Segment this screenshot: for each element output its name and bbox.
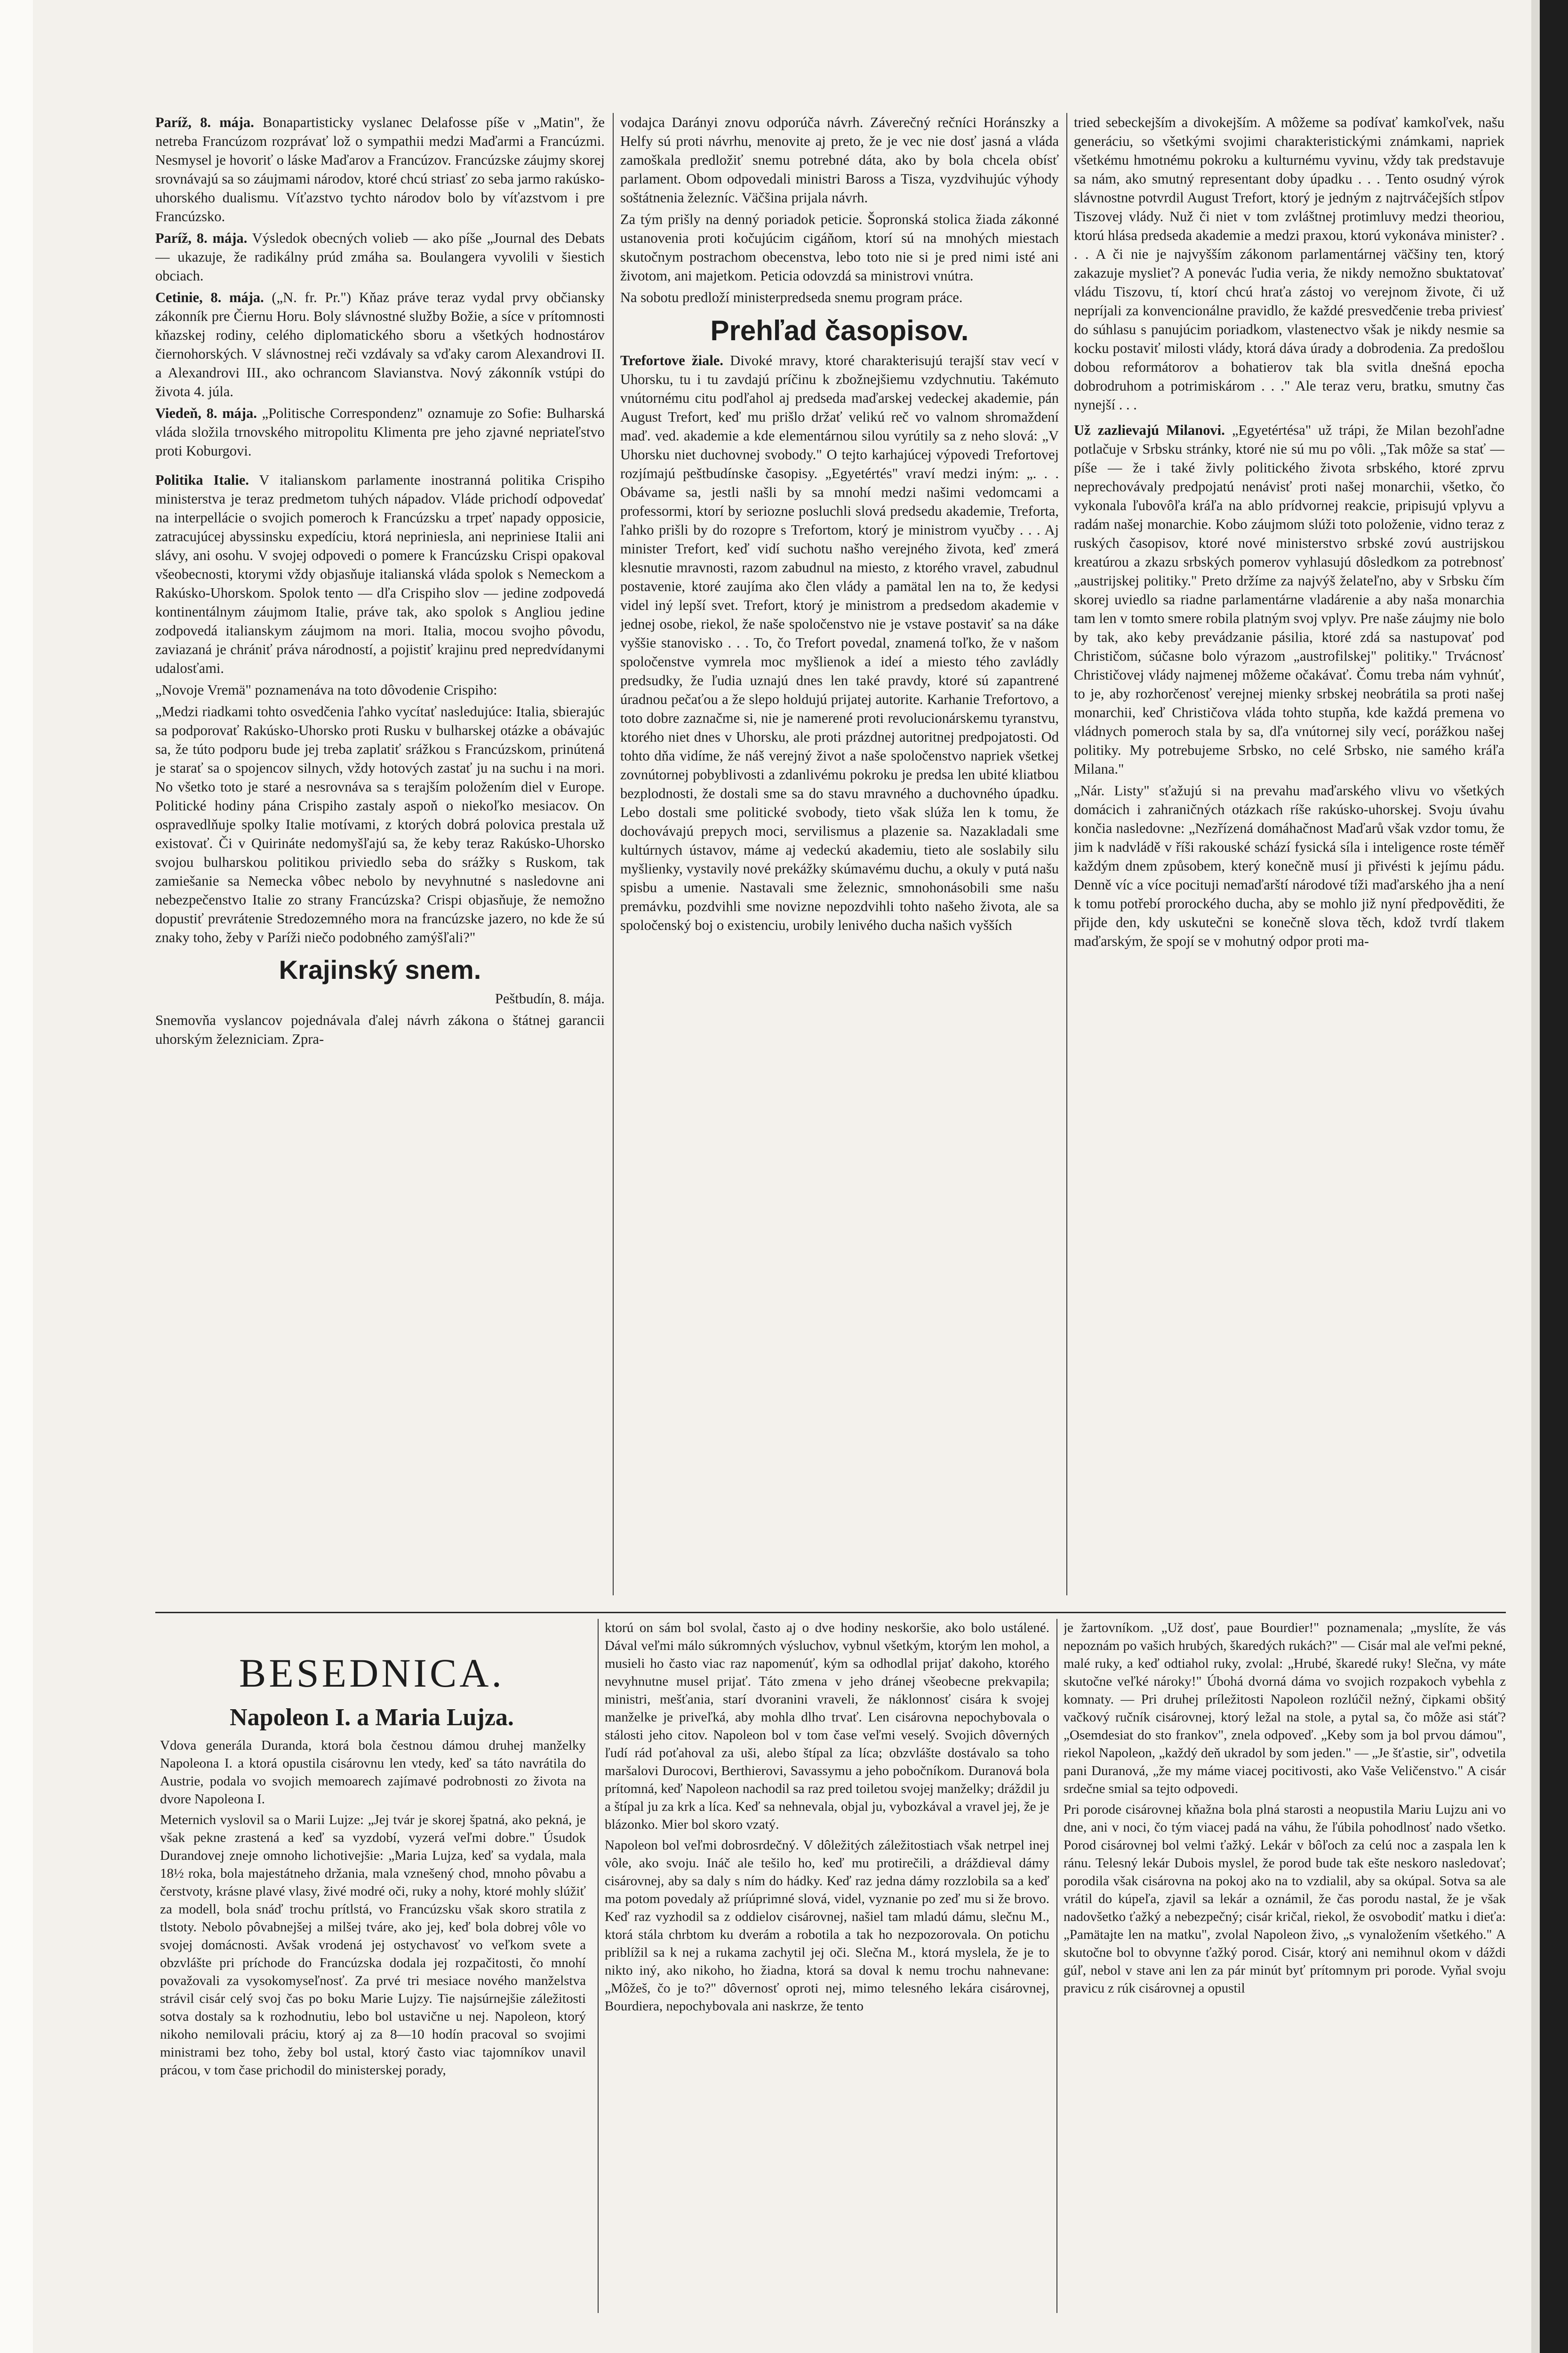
news-item: Cetinie, 8. mája. („N. fr. Pr.") Kňaz práve teraz vydal prvy občiansky zákonník pre Čiernu Horu. Boly slávnostné služby Božie, a síce v prítomnosti kňazskej rodiny, celého diplomatického sboru a všetkých hodnostárov čiernohorských. V slávnostnej reči vzdávaly sa vďaky carom Alexandrovi II. a Alexandrovi III., ako ochrancom Slavianstva. Nový zákonník vstúpi do života 4. júla. [155, 289, 605, 400]
feuilleton-column-3 [1064, 1619, 1506, 2315]
news-item: Politika Italie. V italianskom parlamente inostranná politika Crispiho ministerstva je teraz predmetom tuhých nápadov. Vláde prichodí odpovedať na interpellácie o svojich pomeroch k Francúzsku a trpeť napady opposicie, zatracujúcej abyssinsku expedíciu, ktorá nepriniesla, ani nepriniese Italii ani slávy, ani osohu. V svojej odpovedi o pomere k Francúzsku Crispi opakoval všeobecnosti, ktorymi vždy objasňuje italianská vláda spolok s Nemeckom a Rakúsko-Uhorskom. Spolok tento — dľa Crispiho slov — jedine zodpovedá kontinentálnym záujmom Italie, práve tak, ako spolok s Angliou jedine zodpovedá italianskym záujmom na mori. Italia, mocou svojho pôvodu, zaviazaná je chrániť práva národností, a pojistiť krajinu pred nepredvídanymi udalosťami. [155, 472, 605, 676]
news-item: „Novoje Vremä" poznamenáva na toto dôvodenie Crispiho: [155, 682, 497, 698]
parliament-report-cont: Na sobotu predloží ministerpredseda snemu program práce. [620, 289, 963, 305]
news-items [155, 113, 605, 947]
press-review-item: Trefortove žiale. Divoké mravy, ktoré charakterisujú terajší stav vecí v Uhorsku, tu i tu zavdajú príčinu k zbožnejšiemu vzdychnutiu. Takémuto vnútornému citu podľahol aj predseda maďarskej vedeckej akademie, pán August Trefort, keď mu prišlo držať velikú reč vo valnom shromaždení maď. ved. akademie a kde elementárnou silou vyrútily sa z neho slová: „V Uhorsku niet duchovnej svobody." O tejto karhajúcej výpovedi Trefortovej rozjímajú peštbudínske časopisy. „Egyetértés" vraví medzi iným: „. . . Obávame sa, jestli našli by sa mnohí medzi našimi vedomcami a professormi, ktorí by seriozne posluchli slová predsedu akademie, Treforta, ľahko prišli by do rozopre s Trefortom, ktorý je ministrom vyučby . . . Aj minister Trefort, keď vidí suchotu našho verejného života, keď zmerá klesnutie mravnosti, razom zabudnul na miesto, z ktorého vravel, zabudnul postavenie, ktoré zaujíma ako člen vlády a pamätal len na to, že kedysi videl iný lepší svet. Trefort, ktorý je ministrom a predsedom akademie v jednej osobe, riekol, že naše spoločenstvo nie je vstave postaviť sa na dáke vyššie stanovisko . . . To, čo Trefort povedal, znamená toľko, že v našom spoločenstve vymrela moc myšlienok a ideí a miesto tého zavládly predsudky, že ľudia uznajú dnes len také pravdy, ktoré sú zapantrené úradnou pečaťou a že slepo holdujú prijatej autorite. Karhanie Trefortovo, a toto dobre zaznačme si, nie je namerené proti revolucionárskemu tyranstvu, ktorého niet dnes v Uhorsku, ale proti prázdnej autoritnej predpojatosti. Od tohto dňa vidíme, že náš verejný život a naše spoločenstvo napriek všetkej zovnútornej pobyblivosti a zdanlivému pokroku je predsa len ubité kliatbou bezplodnosti, že dostali sme sa do stavu mravného a duchovného úpadku. Lebo dostali sme politické svobody, tieto však slúža len k tomu, že dochovávajú prepych moci, servilismus a plazenie sa. Nazakladali sme kultúrnych ústavov, máme aj vedeckú akademiu, tieto ale soslabily silu myšlienky, vystavily nové prekážky skúmavému duchu, a okuly v putá našu spisbu a umenie. Nastavali sme železnic, smnohonásobili sme našu premávku, pozdvihli sme novizne nepozdvihli tohto našeho života, ale sa spoločenský boj o existenciu, urobily lenivého ducha našich vyšších [620, 352, 1059, 933]
story-paragraph: Vdova generála Duranda, ktorá bola čestnou dámou druhej manželky Napoleona I. a ktorá opustila cisárovnu len vtedy, keď sa táto navrátila do Austrie, podala vo svojich memoarech zajímavé podrobnosti zo života na dvore Napoleona I. [160, 1738, 586, 1807]
column-rule-2 [1066, 113, 1067, 1595]
parliament-report-cont: vodajca Darányi znovu odporúča návrh. Záverečný rečníci Horánszky a Helfy sú proti návrhu, menovite aj preto, že je vec nie dosť jasná a vláda zamoškala predložiť snemu potrebné dáta, ako by bola chcela obísť parlament. Obom odpovedali ministri Baross a Tisza, vyzdvihujúc výhody soštátnenia železníc. Väčšina prijala návrh. [620, 114, 1059, 206]
feuilleton-rule-1 [598, 1619, 599, 2313]
feuilleton-divider [155, 1612, 1506, 1613]
news-item: Viedeň, 8. mája. „Politische Correspondenz" oznamuje zo Sofie: Bulharská vláda složila trnovského mitropolitu Klimenta pre jeho zjavné nepriateľstvo proti Koburgovi. [155, 405, 605, 459]
column-rule-1 [613, 113, 614, 1595]
section-title-prehlad-casopisov: Prehľad časopisov. [710, 315, 969, 346]
story-paragraph: Pri porode cisárovnej kňažna bola plná starosti a neopustila Mariu Lujzu ani vo dne, ani v noci, čo tým viacej padá na váhu, že ľúbila pohodlnosť nado všetko. Porod cisárovnej bol velmi ťažký. Lekár v bôľoch za celú noc a zaspala len k ránu. Telesný lekár Dubois myslel, že porod bude tak ešte neskoro nasledovať; porodila však cisárovna na pokoj ako na to vzdialil, aby sa okúpal. Sotva sa ale vrátil do kúpeľa, zjavil sa lekár a oznámil, že čas porodu nastal, že je však nadovšetko ťažký a nebezpečný; cisár kričal, riekol, že osvobodiť matku i dieťa: „Pamätajte len na matku", zvolal Napoleon živo, „s vynaložením všetkého." A skutočne bol to obvynne ťažký porod. Cisár, ktorý ani nemihnul okom v dáždi gúľ, nebol v stave ani len za pár minút byť prítomnym pri porode. Vyňal svoju pravicu z rúk cisárovnej a opustil [1064, 1802, 1506, 1996]
press-review-item: Už zazlievajú Milanovi. „Egyetértésa" už trápi, že Milan bezohľadne potlačuje v Srbsku stránky, ktoré nie sú mu po vôli. „Tak môže sa stať — píše — že i také živly politického života srbského, ktoré zprvu neprechovávaly predpojatú nenávisť proti našej monarchii, všetko, čo vykonala ľubovôľa kráľa na ablo prídvornej reakcie, pripisujú vplyvu a radám našej monarchie. Kobo záujmom slúži toto položenie, vidno teraz z ruských časopisov, ktoré nové ministerstvo srbské zovú austrijskou kreatúrou a zkazu srbských pomerov vyhlasujú dôsledkom za potrebnosť „austrijskej politiky." Preto držíme za najvýš želateľno, aby v Srbsku čím skorej uviedlo sa riadne parlamentárne vladárenie a aby naša monarchia tam len v tomto smere robila platným svoj vplyv. Pre naše záujmy nie bolo by tak, ako keby prevádzanie pásilia, ktoré zdá sa nastupovať pod Christičom, súčasne bolo výrazom „austrofilskej" politiky." Trvácnosť Christičovej vlády najmenej môžeme očakávať. Čomu treba nám vyhnúť, to je, aby rozhorčenosť verejnej mienky srbskej neobrátila sa proti našej monarchii, keď Christičova vláda tohto stupňa, kde každá premena vo vládnych pomeroch stala by sa, dľa vnútornej sily vecí, porážkou našej politiky. My potrebujeme Srbsko, no celé Srbsko, nie samého kráľa Milana." [1074, 422, 1504, 777]
main-column-2 [620, 113, 1059, 1605]
parliament-report: Snemovňa vyslancov pojednávala ďalej návrh zákona o štátnej garancii uhorským železniciam. Zpra- [155, 1012, 605, 1047]
story-paragraph: ktorú on sám bol svolal, často aj o dve hodiny neskoršie, ako bolo ustálené. Dával veľmi málo súkromných výsluchov, vybnul všetkým, ktorým len mohol, a musieli ho často viac raz napomenúť, kým sa odhodlal prijať dakoho, ktorého nevyhnutne musel prijať. Táto zmena v jeho dránej všeobecne prekvapila; ministri, mešťania, starí dvoranini vraveli, že náklonnosť cisára k svojej manželke je priveľká, aby mohla dlho trvať. Len cisárovna nepochybovala o stálosti jeho citov. Napoleon bol v tom čase veľmi veselý. Svojich dôverných ľudí rád poťahoval za uši, alebo štípal za líca; obzvlášte dostávalo sa toho maršalovi Durocovi, Berthierovi, Savassymu a jeho pobočníkom. Duranová bola prítomná, keď Napoleon nachodil sa raz pred toiletou svojej manželky; dráždil ju a štípal ju za krk a líca. Keď sa nehnevala, objal ju, vybozkával a vravel jej, že je blázonko. Mier bol skoro vzatý. [605, 1620, 1049, 1832]
dateline: Peštbudín, 8. mája. [495, 991, 605, 1007]
story-paragraph: je žartovníkom. „Už dosť, paue Bourdier!" poznamenala; „myslíte, že vás nepoznám po vašich hrubých, škaredých rukách?" — Cisár mal ale veľmi pekné, malé ruky, a keď odtiahol ruky, zvolal: „Hrubé, škaredé ruky! Slečna, vy máte skutočne veľké nároky!" Úbohá dvorná dáma vo svojich rozpakoch vybehla z komnaty. — Pri druhej príležitosti Napoleon rozlúčil nežný, čipkami obšitý vačkový ručník cisárovnej, ktorý ležal na stole, a pytal sa, čo môže asi stáť? „Osemdesiat do sto frankov", znela odpoveď. „Keby som ja bol prvou dámou", riekol Napoleon, „každý deň ukradol by som jeden." — „Je šťastie, sir", odvetila pani Duranová, „že my máme viacej pocitivosti, ako Vaše Veličenstvo." A cisár srdečne smial sa tejto odpovedi. [1064, 1620, 1506, 1796]
feuilleton-title: BESEDNICA. [239, 1650, 505, 1696]
feuilleton-rule-2 [1056, 1619, 1057, 2313]
left-margin [0, 0, 33, 2353]
news-item: Paríž, 8. mája. Bonapartisticky vyslanec Delafosse píše v „Matin", že netreba Francúzom rozprávať lož o sympathii medzi Maďarmi a Francúzmi. Nesmysel je hovoriť o láske Maďarov a Francúzov. Francúzske záujmy skorej srovnávajú sa so záujmami národov, ktoré chcú striasť zo seba jarmo rakúsko-uhorského dualismu. Víťazstvo tychto národov bolo by víťazstvom i pre Francúzsko. [155, 114, 605, 224]
section-title-krajinsky-snem: Krajinský snem. [279, 955, 481, 984]
page-edge-shadow [1531, 0, 1540, 2353]
press-review-item: „Nár. Listy" sťažujú si na prevahu maďarského vlivu vo všetkých domácich i zahraničných otázkach ríše rakúsko-uhorskej. Svoju úvahu končia nasledovne: „Nezřízená domáhačnost Maďarů však vzdor tomu, že jim k nadvládě v říši rakouské schází fysická síla i inteligence roste téměř každým dnem způsobem, který konečně musí ji přivésti k jejímu pádu. Denně víc a více pocituji nemaďarští národové tíži maďarského jha a není k tomu potřebí prorockého ducha, aby se mohlo již nyní předpověditi, že přijde den, kdy uskutečni se konečně slova těch, kdož tvrdí tlakem maďarským, že spojí se v mohutný odpor proti ma- [1074, 783, 1504, 949]
story-paragraph: Meternich vyslovil sa o Marii Lujze: „Jej tvár je skorej špatná, ako pekná, je však pekne zrastená a keď sa vyzdobí, vyzerá veľmi dobre." Úsudok Durandovej zneje omnoho lichotivejšie: „Maria Lujza, keď sa vydala, mala 18½ roka, bola majestátneho držania, mala vznešený chod, mnoho pôvabu a čerstvoty, krásne plavé vlasy, živé modré oči, ruky a nohy, ktoré mohly slúžiť za modell, bola snáď trochu prítlstá, vo Francúzsku však skoro stratila z tlstoty. Nebolo pôvabnejšej a milšej tváre, ako jej, keď bola dobrej vôle vo svojej domácnosti. Avšak vrodená jej ostychavosť vo veľkom svete a obzvlášte pri príchode do Francúzska dodala jej rozpačitosti, čo mnohí považovali za vysokomyseľnosť. Za prvé tri mesiace nového manželstva strávil cisár celý svoj čas po boku Marie Lujzy. Tie najsúrnejšie záležitosti sotva dostaly sa k rozhodnutiu, lebo bol ustavične u nej. Napoleon, ktorý nikoho nemilovali práciu, ktorý aj za 8—10 hodín pracoval so svojimi ministrami bez toho, žeby bol ustal, ktorý často viac tajomníkov unavil prácou, v tom čase prichodil do ministerskej porady, [160, 1812, 586, 2078]
news-item: Paríž, 8. mája. Výsledok obecných volieb — ako píše „Journal des Debats — ukazuje, že radikálny prúd zmáha sa. Boulangera vyvolili v šiestich obciach. [155, 230, 605, 284]
main-column-1 [155, 113, 605, 1605]
story-paragraph: Napoleon bol veľmi dobrosrdečný. V dôležitých záležitostiach však netrpel inej vôle, ako svoju. Ináč ale tešilo ho, keď mu protirečili, a dráždieval dámy cisárovnej, aby sa daly s ním do hádky. Keď raz jedna dámy rozzlobila sa a keď ma potom povedaly až príúprimné slová, videl, vyznanie po zeď mu si že brovo. Keď raz vyzhodil sa z oddielov cisárovnej, našiel tam mladú dámu, slečnu M., ktorá stála chrbtom ku dverám a robotila a tak ho nezpozorovala. On potichu priblížil sa k nej a rukama zachytil jej oči. Slečna M., ktorá myslela, že je to nikto iný, ako nikoho, ho žiadna, ktorá sa doval k nemu trochu nahnevane: „Môžeš, čo je to?" dôvernosť oproti nej, mimo telesného lekára cisárovnej, Bourdiera, nepochybovala ani naskrze, že tento [605, 1838, 1049, 2014]
story-title: Napoleon I. a Maria Lujza. [230, 1704, 514, 1731]
feuilleton-column-2 [605, 1619, 1049, 2315]
feuilleton-column-1 [160, 1737, 586, 2315]
main-column-3 [1074, 113, 1504, 1605]
parliament-report-cont: Za tým prišly na denný poriadok peticie. Šopronská stolica žiada zákonné ustanovenia proti kočujúcim cigáňom, ktorí sú na mnohých miestach skutočnym postrachom obecenstva, lebo toto nie si je pred nimi isté ani životom, ani majetkom. Peticia odovzdá sa ministrovi vnútra. [620, 211, 1059, 284]
scan-border [1540, 0, 1568, 2353]
news-quote: „Medzi riadkami tohto osvedčenia ľahko vycítať nasledujúce: Italia, sbierajúc sa podporovať Rakúsko-Uhorsko proti Rusku v bulharskej otázke a obávajúc sa, že túto podporu bude jej treba zaplatiť srážkou s Francúzskom, prinútená je starať sa o spojencov silnych, vždy hotových zastať ju na suchu i na mori. No všetko toto je staré a nesrovnáva sa s terajším položením diel v Europe. Politické hodiny pána Crispiho zastaly aspoň o niekoľko mesiacov. On ospravedlňuje spolky Italie motívami, z ktorých dobrá polovica prestala už existovať. Či v Quirináte nedomyšľajú sa, že keby teraz Rakúsko-Uhorsko svojou bulharskou politikou priviedlo seba do srážky s Ruskom, tak zamiešanie sa Nemecka vôbec nebolo by nevyhnutné s nasledovne ani nebezpečenstvo Italie zo strany Francúzska? Crispi objasňuje, že nemožno dopustiť prevrátenie Stredozemného mora na francúzske jazero, no kde že sú znaky toho, žeby v Paríži niečo podobného zamýšľali?" [155, 704, 605, 945]
press-review-cont: tried sebeckejším a divokejším. A môžeme sa podívať kamkoľvek, našu generáciu, so všetkými svojimi charakteristickými známkami, napriek všetkému hmotnému pokroku a kulturnému vyvinu, vždy tak predstavuje sa nám, ako smutný representant doby úpadku . . . Tento osudný výrok slávnostne potvrdil August Trefort, ktorý je jedným z najtrváčejších stĺpov Tiszovej vlády. Nuž či niet v tom zvláštnej protimluvy medzi theoriou, ktorú hlása predseda akademie a medzi praxou, ktorú vykonáva minister? . . . A či nie je najvyšším zákonom parlamentárnej väčšiny ten, ktorý zakazuje myslieť? A ponevác ľudia veria, že nikdy nemožno sbuktatovať vládu Tiszovu, tí, ktorí chcú hraťa zástoj vo verejnom živote, či už nepríjali za konvencionálne pravidlo, že každé presvedčenie treba priviesť do súhlasu s panujúcim poriadkom, vlastenectvo však je nikdy nesmie sa kocku postaviť milosti vlády, ktorá dáva úrady a dobrodenia. Za predošlou dobou reformátorov a bohatierov tak bla svitla dnešná epocha dobrodruhom a potrimiskárom . . ." Ale teraz veru, bratku, smutny čas nynejší . . . [1074, 114, 1504, 413]
